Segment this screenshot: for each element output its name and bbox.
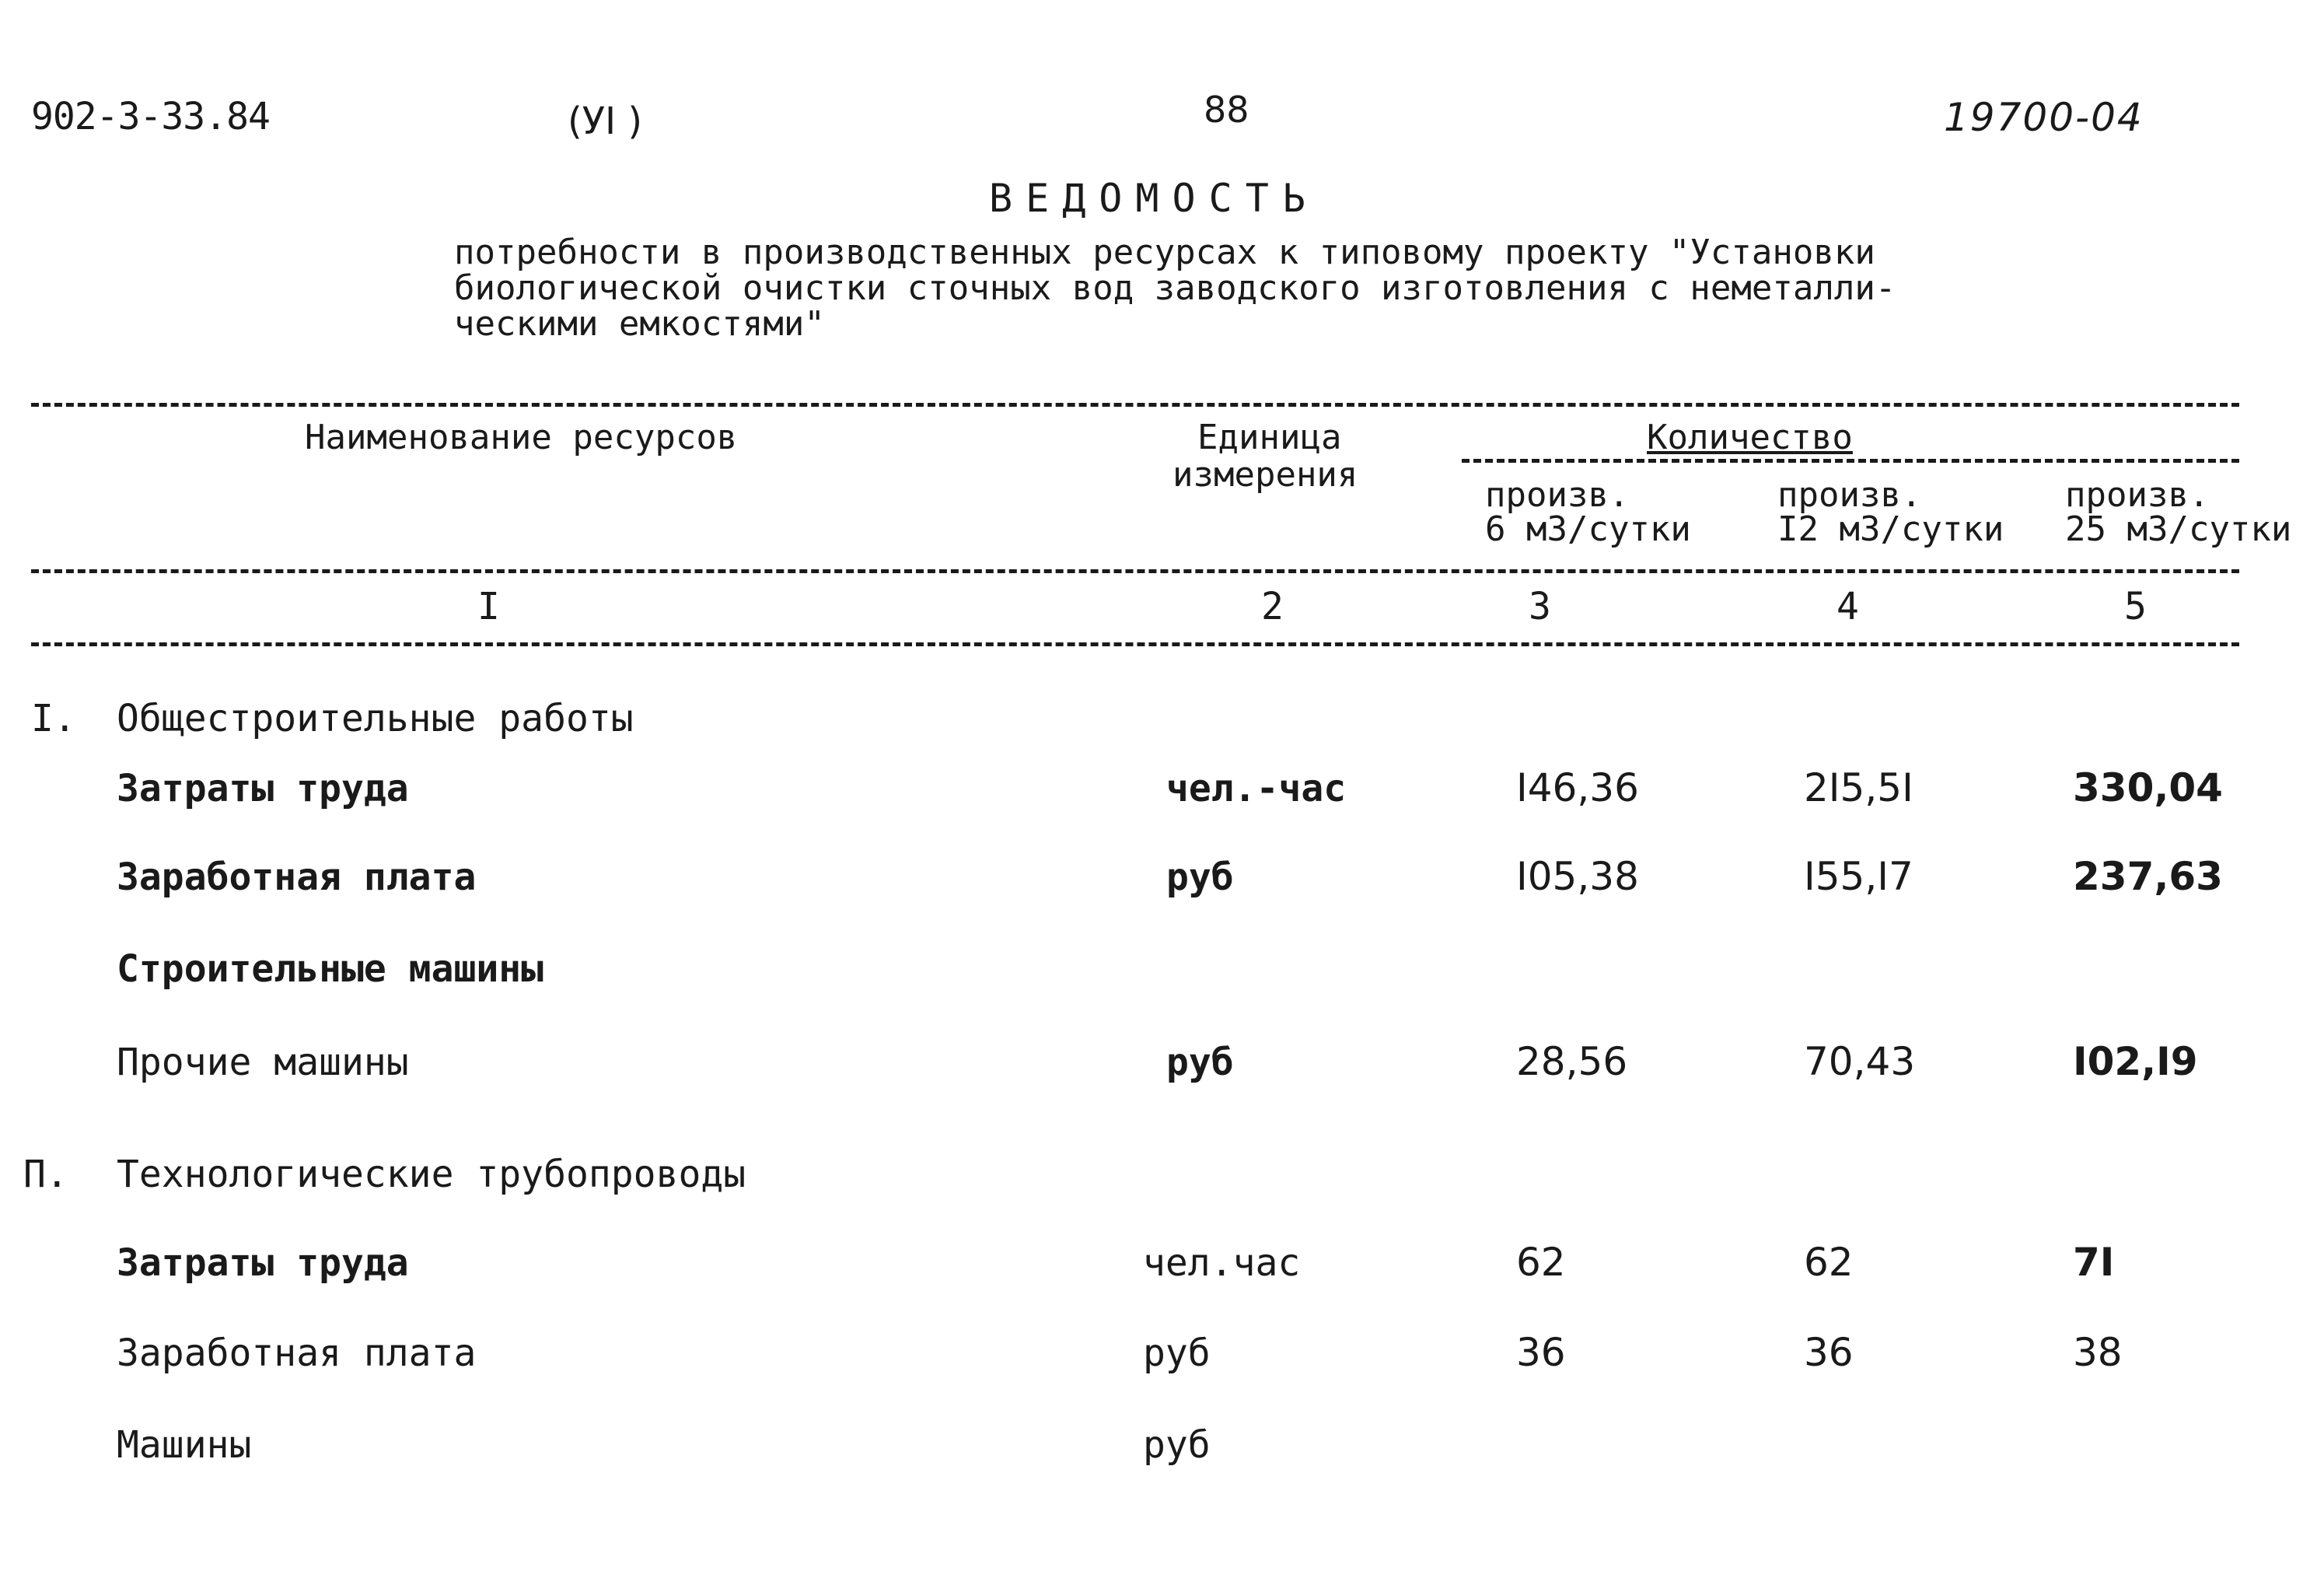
section-marker: П. bbox=[23, 1153, 68, 1196]
column-number-5: 5 bbox=[2124, 585, 2147, 628]
row-value-25: 7I bbox=[2073, 1240, 2115, 1285]
section-title: Технологические трубопроводы bbox=[117, 1153, 746, 1196]
header-q2-line1: произв. bbox=[1777, 475, 1922, 515]
row-unit: чел.час bbox=[1143, 1241, 1301, 1285]
inventory-number: 19700-04 bbox=[1944, 95, 2144, 140]
row-value-6: I46,36 bbox=[1516, 765, 1639, 810]
header-resource-name: Наименование ресурсов bbox=[305, 418, 738, 457]
row-value-6: 36 bbox=[1516, 1330, 1566, 1375]
column-number-rule bbox=[31, 642, 2239, 646]
row-unit: руб bbox=[1166, 1041, 1234, 1084]
row-value-12: 36 bbox=[1804, 1330, 1854, 1375]
subtitle-line: потребности в производственных ресурсах к типовому проекту "Установки bbox=[454, 233, 1875, 272]
row-name: Строительные машины bbox=[117, 947, 544, 991]
subtitle-line: ческими емкостями" bbox=[454, 304, 825, 344]
row-unit: руб bbox=[1166, 855, 1234, 899]
section-marker: I. bbox=[31, 697, 76, 740]
header-q1-line1: произв. bbox=[1485, 475, 1630, 515]
row-value-6: 28,56 bbox=[1516, 1039, 1628, 1084]
header-q3-line1: произв. bbox=[2065, 475, 2210, 515]
header-quantity: Количество bbox=[1647, 418, 1853, 457]
row-unit: чел.-час bbox=[1166, 767, 1347, 810]
row-value-6: 62 bbox=[1516, 1240, 1566, 1285]
row-name: Затраты труда bbox=[117, 1241, 409, 1285]
column-number-1: I bbox=[477, 585, 500, 628]
document-code: 902-3-33.84 bbox=[31, 95, 270, 138]
page-number: 88 bbox=[1204, 89, 1249, 131]
row-unit: руб bbox=[1143, 1331, 1211, 1375]
document-subtitle bbox=[454, 235, 2165, 342]
row-value-25: I02,I9 bbox=[2073, 1039, 2198, 1084]
quantity-subrule bbox=[1462, 459, 2239, 463]
document-title: ВЕДОМОСТЬ bbox=[989, 176, 1319, 221]
header-unit-line2: измерения bbox=[1172, 455, 1358, 495]
header-bottom-rule bbox=[31, 569, 2239, 573]
column-number-3: 3 bbox=[1529, 585, 1551, 628]
column-number-2: 2 bbox=[1261, 585, 1284, 628]
row-value-12: 70,43 bbox=[1804, 1039, 1916, 1084]
sheet-mark: (УI ) bbox=[568, 100, 643, 143]
header-unit-line1: Единица bbox=[1197, 418, 1342, 457]
header-q2-line2: I2 м3/сутки bbox=[1777, 509, 2004, 549]
row-value-12: 62 bbox=[1804, 1240, 1854, 1285]
column-number-4: 4 bbox=[1836, 585, 1859, 628]
section-title: Общестроительные работы bbox=[117, 697, 634, 740]
header-q1-line2: 6 м3/сутки bbox=[1485, 509, 1691, 549]
row-name: Машины bbox=[117, 1423, 252, 1467]
row-value-25: 237,63 bbox=[2073, 854, 2223, 899]
row-value-25: 38 bbox=[2073, 1330, 2123, 1375]
table-top-rule bbox=[31, 403, 2239, 407]
subtitle-line: биологической очистки сточных вод заводского изготовления с неметалли- bbox=[454, 268, 1896, 308]
row-value-12: 2I5,5I bbox=[1804, 765, 1913, 810]
header-q3-line2: 25 м3/сутки bbox=[2065, 509, 2292, 549]
row-value-12: I55,I7 bbox=[1804, 854, 1913, 899]
row-name: Прочие машины bbox=[117, 1041, 409, 1084]
row-unit: руб bbox=[1143, 1423, 1211, 1467]
row-name: Заработная плата bbox=[117, 855, 477, 899]
row-value-25: 330,04 bbox=[2073, 765, 2223, 810]
row-name: Заработная плата bbox=[117, 1331, 477, 1375]
row-value-6: I05,38 bbox=[1516, 854, 1639, 899]
row-name: Затраты труда bbox=[117, 767, 409, 810]
